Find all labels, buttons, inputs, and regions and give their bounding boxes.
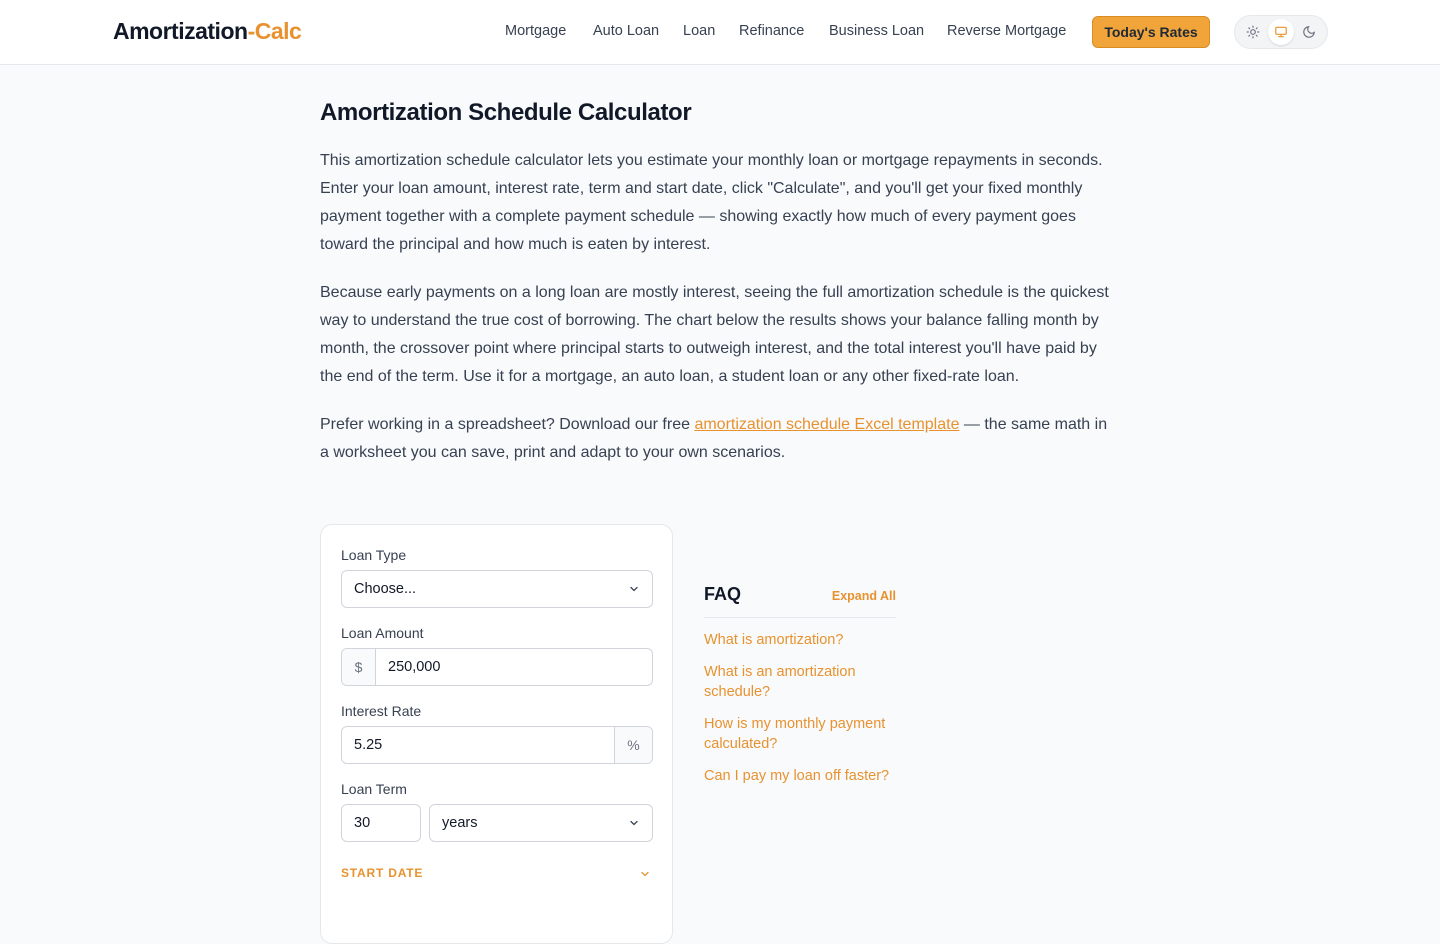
faq-title: FAQ bbox=[704, 584, 742, 604]
loan-term-unit-value: years bbox=[442, 815, 478, 831]
faq-question[interactable]: What is amortization? bbox=[704, 632, 844, 648]
moon-icon[interactable] bbox=[1296, 19, 1322, 45]
loan-type-select[interactable] bbox=[341, 570, 653, 608]
site-logo[interactable] bbox=[113, 18, 301, 45]
nav-link-mortgage[interactable]: Mortgage bbox=[505, 23, 567, 39]
nav-link-auto-loan[interactable]: Auto Loan bbox=[593, 23, 660, 39]
nav-link-business-loan[interactable]: Business Loan bbox=[829, 23, 925, 39]
faq-panel bbox=[704, 584, 896, 786]
excel-template-link[interactable]: amortization schedule Excel template bbox=[694, 416, 960, 433]
chevron-down-icon bbox=[639, 868, 651, 880]
faq-question[interactable]: Can I pay my loan off faster? bbox=[704, 768, 890, 784]
loan-amount-input[interactable]: 250,000 bbox=[388, 659, 441, 675]
todays-rates-button[interactable]: Today's Rates bbox=[1092, 16, 1210, 48]
chevron-down-icon bbox=[628, 817, 640, 829]
interest-rate-label: Interest Rate bbox=[341, 703, 422, 719]
interest-rate-field[interactable] bbox=[341, 726, 653, 764]
spreadsheet-text-after: — the same math in a worksheet you can save, print and adapt to your own scenarios. bbox=[320, 416, 1108, 461]
logo-text: Amortization bbox=[113, 18, 248, 44]
monitor-icon[interactable] bbox=[1268, 19, 1294, 45]
loan-term-unit-select[interactable] bbox=[429, 804, 653, 842]
spreadsheet-text-before: Prefer working in a spreadsheet? Download our free bbox=[320, 416, 695, 433]
nav-link-reverse-mortgage[interactable]: Reverse Mortgage bbox=[947, 23, 1067, 39]
chevron-down-icon bbox=[628, 583, 640, 595]
loan-amount-field[interactable] bbox=[341, 648, 653, 686]
nav-link-loan[interactable]: Loan bbox=[683, 23, 716, 39]
start-date-toggle[interactable] bbox=[341, 866, 653, 882]
theme-switcher bbox=[1234, 15, 1328, 49]
start-date-label: START DATE bbox=[341, 866, 424, 880]
currency-symbol: $ bbox=[342, 649, 376, 685]
page-title: Amortization Schedule Calculator bbox=[320, 99, 692, 126]
faq-question[interactable]: What is an amortization schedule? bbox=[704, 664, 856, 700]
loan-term-label: Loan Term bbox=[341, 781, 407, 797]
expand-all-button[interactable]: Expand All bbox=[831, 589, 896, 603]
faq-question[interactable]: How is my monthly payment calculated? bbox=[704, 716, 886, 752]
loan-term-input[interactable]: 30 bbox=[341, 804, 421, 842]
sun-icon[interactable] bbox=[1240, 19, 1266, 45]
top-navbar bbox=[0, 0, 1440, 65]
loan-amount-label: Loan Amount bbox=[341, 625, 424, 641]
loan-type-value: Choose... bbox=[354, 581, 417, 597]
explanation-paragraph: Because early payments on a long loan are mostly interest, seeing the full amortization schedule is the quickest way to understand the true cost of borrowing. The chart below the results shows your balance falling month by month, the crossover point where principal starts to outweigh interest, and the total interest you'll have paid by the end of the term. Use it for a mortgage, an auto loan, a student loan or any other fixed-rate loan. bbox=[320, 284, 1109, 385]
loan-type-label: Loan Type bbox=[341, 547, 407, 563]
interest-rate-input[interactable]: 5.25 bbox=[354, 737, 383, 753]
calculator-form bbox=[320, 524, 673, 944]
intro-paragraph: This amortization schedule calculator lets you estimate your monthly loan or mortgage repayments in seconds. Enter your loan amount, interest rate, term and start date, click "Calculate", and you'll get your fixed monthly payment together with a complete payment schedule — showing exactly how much of every payment goes toward the principal and how much is eaten by interest. bbox=[320, 152, 1103, 253]
spreadsheet-paragraph bbox=[320, 411, 1120, 467]
main-content bbox=[320, 96, 1120, 467]
nav-link-refinance[interactable]: Refinance bbox=[739, 23, 805, 39]
percent-symbol: % bbox=[614, 727, 652, 763]
faq-header bbox=[704, 584, 896, 618]
logo-accent-text: -Calc bbox=[247, 18, 302, 44]
